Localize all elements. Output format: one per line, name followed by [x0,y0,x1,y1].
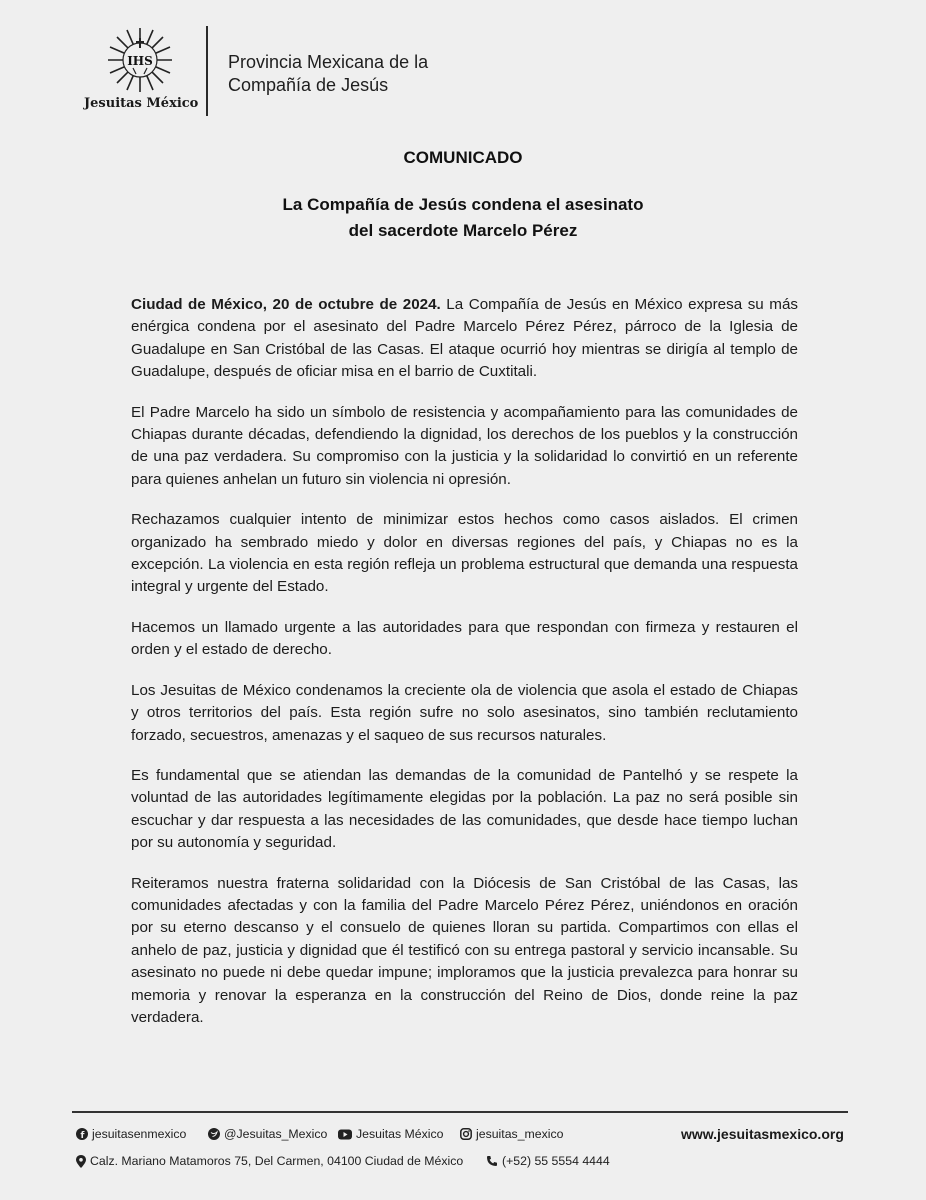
logo-monogram: IHS [127,54,153,68]
ihs-sunburst-icon [105,24,175,96]
footer-divider [72,1111,848,1113]
paragraph: Reiteramos nuestra fraterna solidaridad con la Diócesis de San Cristóbal de las Casas, las comunidades afectadas y con la familia del Padre Marcelo Pérez Pérez, uniéndonos en oración por su eterno descanso y el consuelo de quienes lloran su partida. Compartimos con ellas el anhelo de paz, justicia y dignidad que él testificó con su entrega pastoral y servicio incansable. Su asesinato no puede ni debe quedar impune; imploramos que la justicia prevalezca para honrar su memoria y renovar la esperanza en la construcción del Reino de Dios, donde reine la paz verdadera. [131,874,798,1026]
paragraph: Hacemos un llamado urgente a las autoridades para que respondan con firmeza y restauren el orden y el estado de derecho. [131,618,798,659]
website-link[interactable]: www.jesuitasmexico.org [681,1126,844,1142]
paragraph: Rechazamos cualquier intento de minimizar estos hechos como casos aislados. El crimen organizado ha sembrado miedo y dolor en diversas regiones del país, y Chiapas no es la excepción. La violencia en esta región refleja un problema estructural que demanda una respuesta integral y urgente del Estado. [131,511,798,596]
paragraph: El Padre Marcelo ha sido un símbolo de resistencia y acompañamiento para las comunidades de Chiapas durante décadas, defendiendo la dignidad, los derechos de los pueblos y la construcción de una paz verdadera. Su compromiso con la justicia y la solidaridad lo convirtió en un referente para quienes anhelan un futuro sin violencia ni opresión. [131,403,798,488]
header-divider [206,26,208,116]
location-pin-icon [76,1155,86,1168]
instagram-handle: jesuitas_mexico [476,1127,564,1141]
footer-phone[interactable] [486,1154,610,1168]
document-title [0,192,926,244]
paragraph: Los Jesuitas de México condenamos la creciente ola de violencia que asola el estado de Chiapas y otros territorios del país. Esta región sufre no solo asesinatos, sino también reclutamiento forzado, secuestros, amenazas y el saqueo de sus recursos naturales. [131,681,798,744]
footer-facebook[interactable] [76,1127,186,1141]
logo-label: Jesuitas México [84,96,199,111]
title-line1: La Compañía de Jesús condena el asesinato [282,195,644,214]
address-text: Calz. Mariano Matamoros 75, Del Carmen, 04100 Ciudad de México [90,1154,464,1168]
footer-address [76,1154,463,1168]
document-type-heading: COMUNICADO [403,148,523,167]
footer-twitter[interactable] [208,1127,327,1141]
phone-number: (+52) 55 5554 4444 [502,1154,610,1168]
org-name-line1: Provincia Mexicana de la [228,52,429,72]
facebook-icon [76,1128,88,1140]
document-body [131,294,798,1047]
jesuit-logo [84,24,199,120]
youtube-icon [338,1129,352,1140]
organization-name [228,51,428,97]
svg-text:f: f [80,1131,85,1140]
footer-youtube[interactable] [338,1127,443,1141]
facebook-handle: jesuitasenmexico [92,1127,187,1141]
paragraph: Es fundamental que se atiendan las demandas de la comunidad de Pantelhó y se respete la voluntad de las autoridades legítimamente elegidas por la población. La paz no será posible sin escuchar y dar respuesta a las necesidades de las comunidades, que desde hace tiempo luchan por su autonomía y seguridad. [131,766,798,852]
twitter-icon [208,1128,220,1140]
paragraph-text: La Compañía de Jesús en México expresa su más enérgica condena por el asesinato del Padre Marcelo Pérez Pérez, párroco de la Iglesia de Guadalupe en San Cristóbal de las Casas. El ataque ocurrió hoy mientras se dirigía al templo de Guadalupe, después de oficiar misa en el barrio de Cuxtitali. [131,296,798,381]
phone-icon [486,1155,498,1167]
paragraph [131,294,798,384]
dateline: Ciudad de México, 20 de octubre de 2024. [131,296,441,313]
youtube-channel: Jesuitas México [356,1127,444,1141]
twitter-handle: @Jesuitas_Mexico [224,1127,328,1141]
title-line2: del sacerdote Marcelo Pérez [348,221,578,240]
instagram-icon [460,1128,472,1140]
footer-instagram[interactable] [460,1127,563,1141]
org-name-line2: Compañía de Jesús [228,75,389,95]
